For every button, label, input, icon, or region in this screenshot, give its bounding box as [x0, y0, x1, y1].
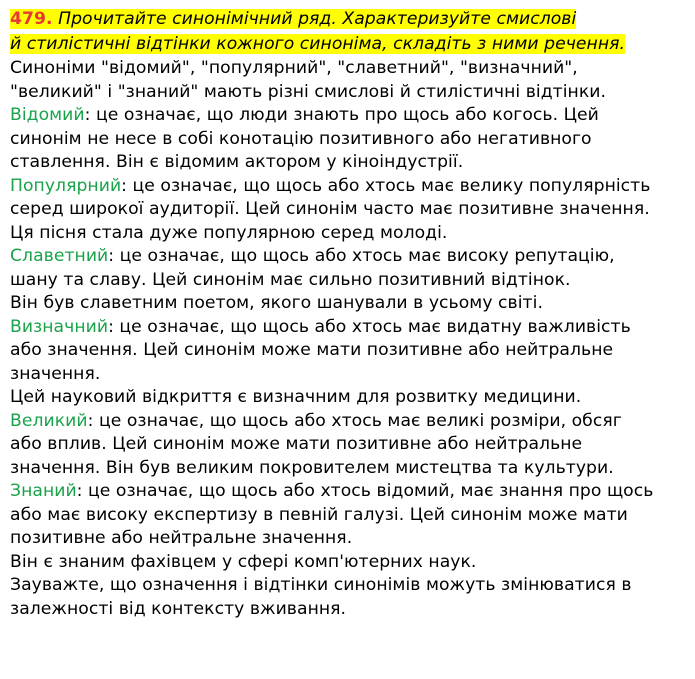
task-instruction-part-1: Прочитайте синонімічний ряд. Характеризуйте смислові — [52, 9, 577, 29]
entry-term: Знаний — [10, 481, 77, 501]
entry-line: або значення. Цей синонім може мати позитивне або нейтральне — [10, 340, 614, 360]
entry-line — [10, 316, 690, 340]
entry-line: синонім не несе в собі конотацію позитивного або негативного — [10, 128, 592, 149]
task-highlight — [10, 34, 625, 54]
entry-line: Він є знаним фахівцем у сфері комп'ютерних наук. — [10, 551, 477, 572]
entry-term: Відомий — [10, 105, 85, 125]
entry-line — [10, 480, 690, 504]
task-number: 479. — [10, 9, 53, 29]
entry-text: : це означає, що щось або хтось має видатну важливість — [108, 316, 631, 337]
entry-slavetnyi — [10, 245, 690, 316]
entry-line: серед широкої аудиторії. Цей синонім часто має позитивне значення. — [10, 199, 650, 219]
entry-line: значення. Він був великим покровителем мистецтва та культури. — [10, 457, 614, 478]
entry-line: або має високу експертизу в певній галузі. Цей синонім може мати — [10, 504, 628, 525]
entry-line — [10, 245, 690, 269]
intro-line-2: "великий" і "знаний" мають різні смислові й стилістичні відтінки. — [10, 81, 606, 102]
entry-line: значення. — [10, 363, 101, 384]
entry-line: шану та славу. Цей синонім має сильно позитивний відтінок. — [10, 269, 571, 290]
entry-term: Визначний — [10, 316, 109, 337]
entry-line — [10, 104, 690, 128]
entry-text: : це означає, що щось або хтось відомий, має знання про щось — [76, 481, 654, 501]
intro-line-1: Синоніми "відомий", "популярний", "славетний", "визначний", — [10, 58, 578, 78]
entry-line: Він був славетним поетом, якого шанували в усьому світі. — [10, 293, 543, 313]
entry-term: Славетний — [10, 246, 109, 266]
conclusion-line-2: залежності від контексту вживання. — [10, 598, 347, 619]
exercise-page — [10, 8, 690, 621]
entry-line: ставлення. Він є відомим актором у кіноіндустрії. — [10, 152, 464, 172]
entry-velykyi — [10, 410, 690, 481]
entry-text: : це означає, що щось або хтось має великі розміри, обсяг — [87, 410, 622, 431]
entry-text: : це означає, що люди знають про щось або когось. Цей — [84, 105, 599, 125]
entry-line: Цей науковий відкриття є визначним для розвитку медицини. — [10, 387, 582, 407]
entry-line: Ця пісня стала дуже популярною серед молоді. — [10, 222, 448, 243]
task-instruction-part-2: й стилістичні відтінки кожного синоніма, складіть з ними речення. — [10, 33, 626, 54]
entry-text: : це означає, що щось або хтось має високу репутацію, — [108, 246, 615, 266]
entry-line — [10, 175, 690, 199]
entry-text: : це означає, що щось або хтось має велику популярність — [121, 175, 651, 196]
task-highlight — [10, 9, 576, 29]
entry-vyznachnyi — [10, 316, 690, 410]
task-header-line-2 — [10, 33, 690, 57]
entry-line — [10, 410, 690, 434]
entry-line: або вплив. Цей синонім може мати позитивне або нейтральне — [10, 434, 583, 454]
entry-term: Популярний — [10, 175, 122, 196]
conclusion-line-1: Зауважте, що означення і відтінки синонімів можуть змінюватися в — [10, 575, 632, 595]
entry-line: позитивне або нейтральне значення. — [10, 528, 353, 548]
entry-term: Великий — [10, 410, 88, 431]
entry-vidomyi — [10, 104, 690, 175]
entry-znanyi — [10, 480, 690, 574]
task-header-line-1 — [10, 8, 690, 32]
entry-populiarnyi — [10, 175, 690, 246]
